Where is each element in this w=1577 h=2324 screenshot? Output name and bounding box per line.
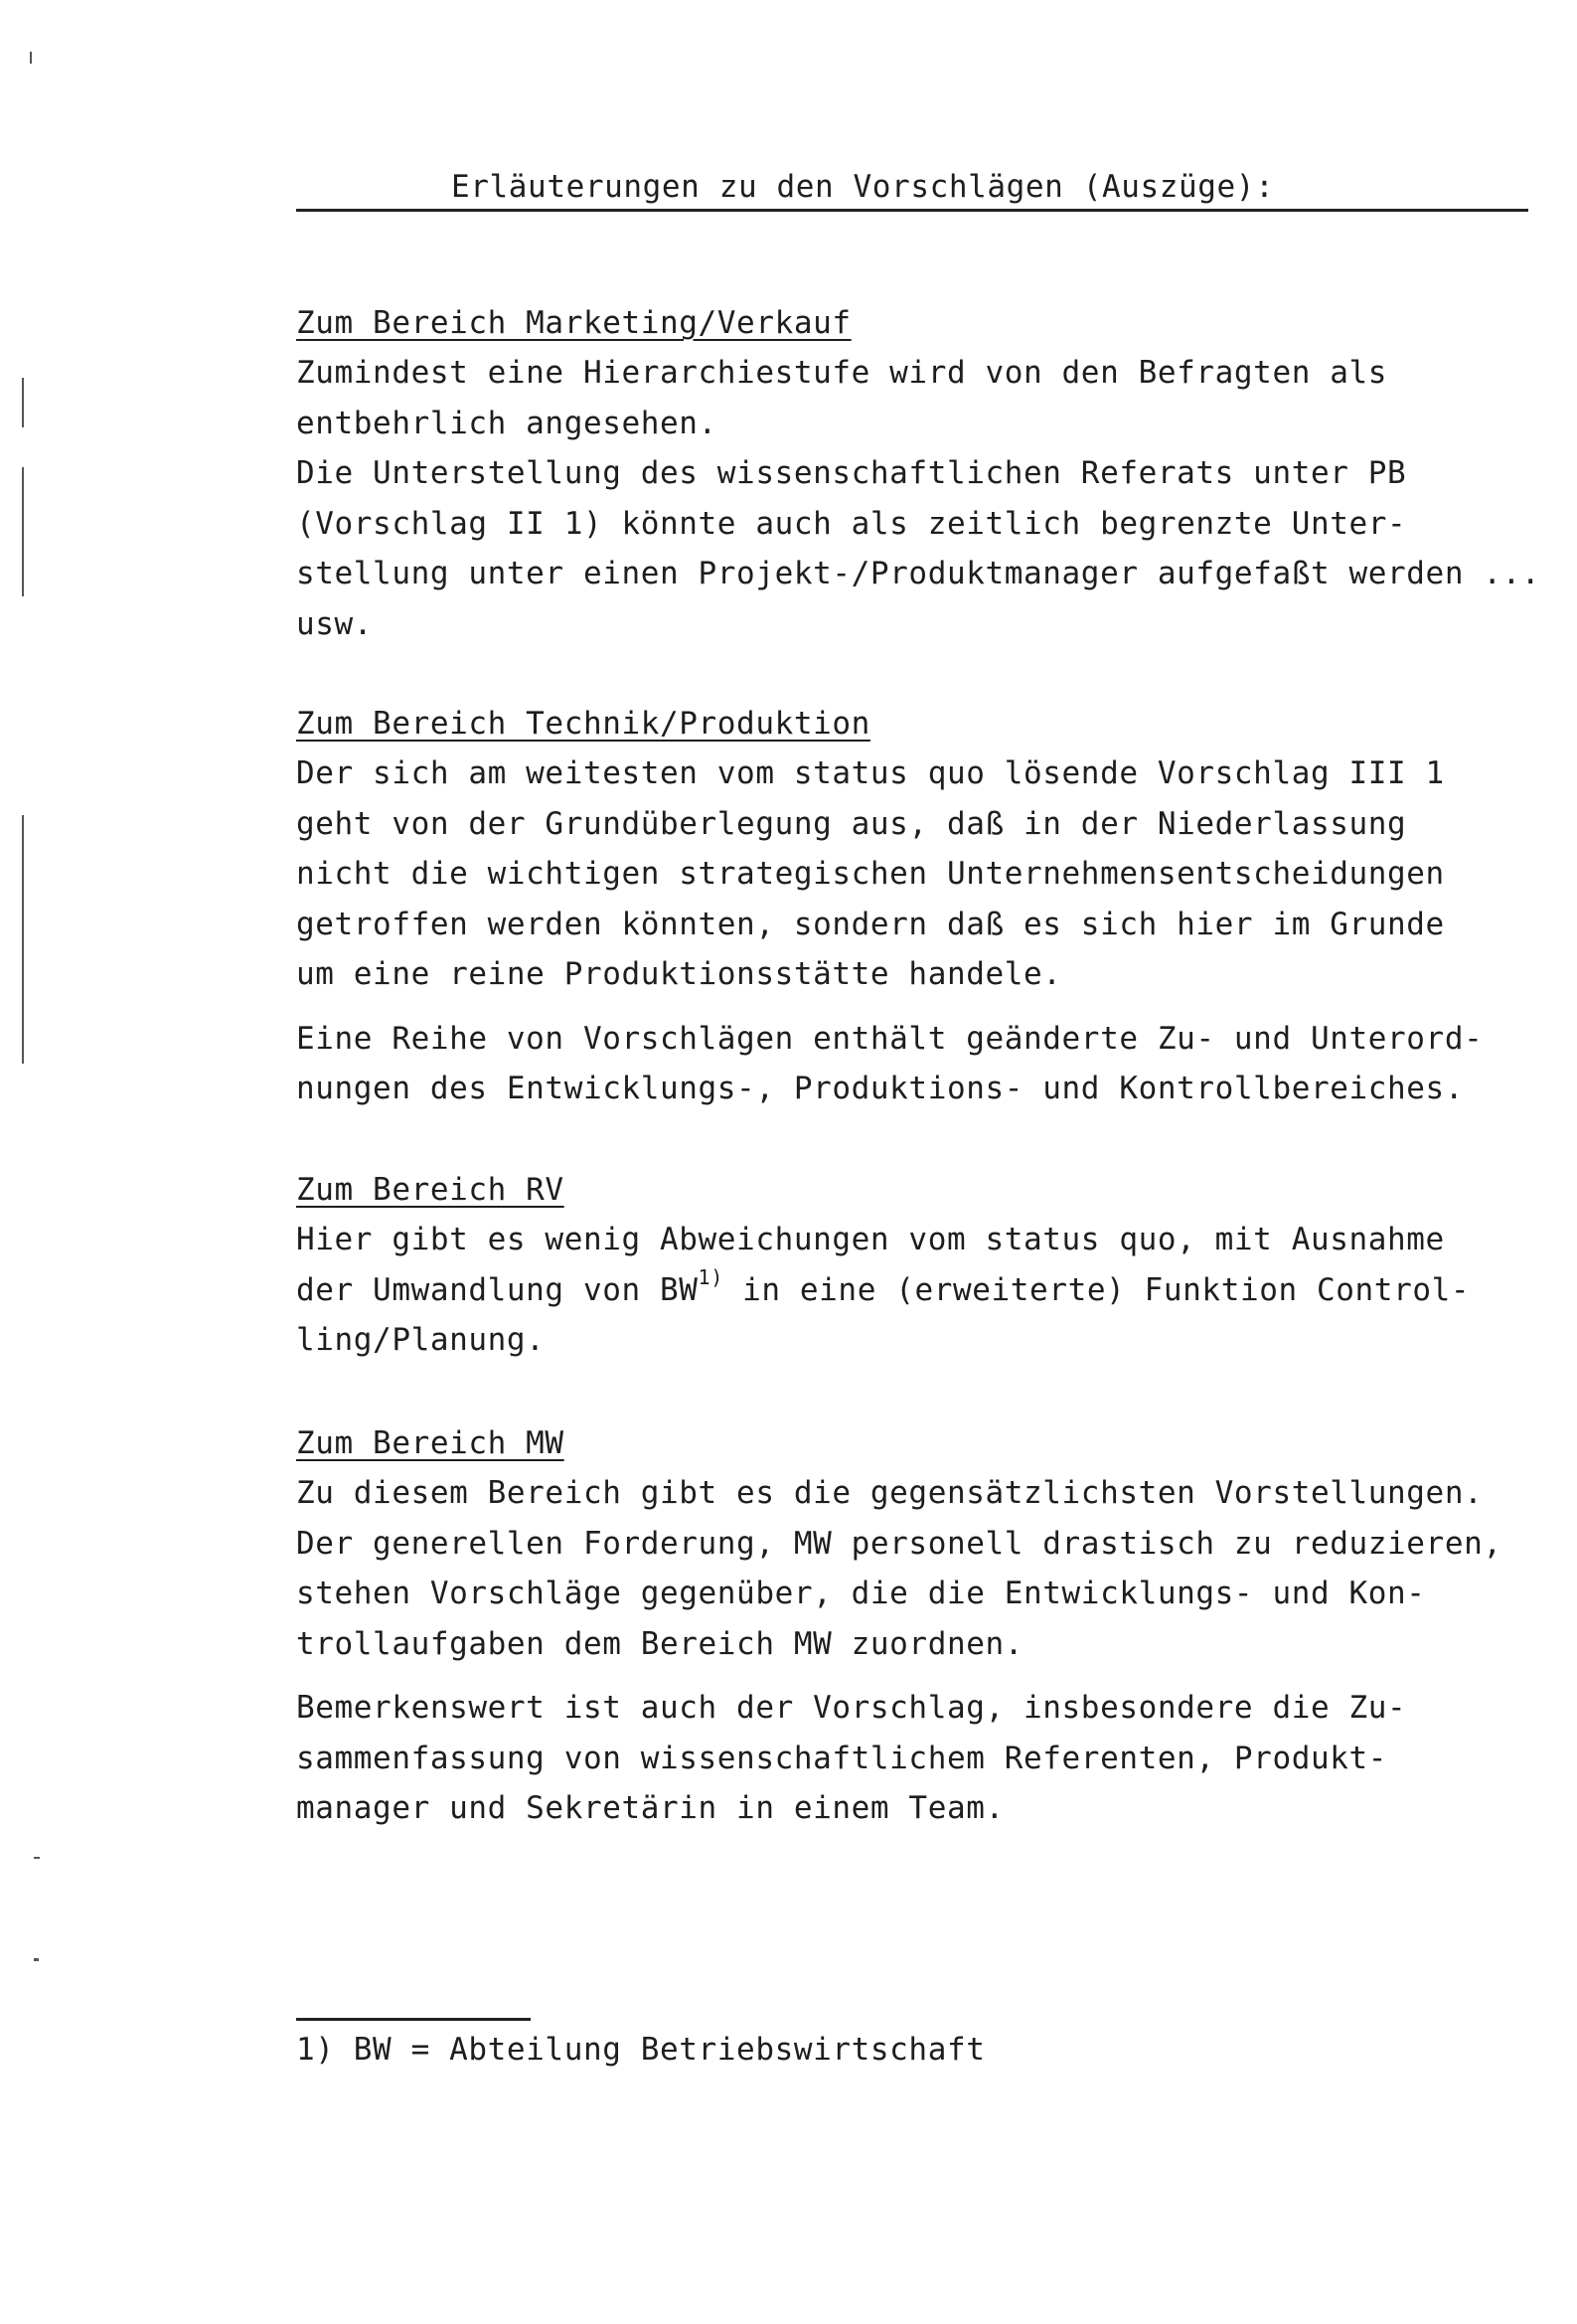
- text-line: getroffen werden könnten, sondern daß es sich hier im Grunde: [296, 906, 1445, 942]
- section-technik: [296, 699, 1558, 1114]
- footnote: 1) BW = Abteilung Betriebswirtschaft: [296, 2032, 986, 2068]
- scan-margin-mark: [34, 1857, 40, 1859]
- text-line: (Vorschlag II 1) könnte auch als zeitlich begrenzte Unter-: [296, 505, 1407, 542]
- text-line: nungen des Entwicklungs-, Produktions- und Kontrollbereiches.: [296, 1071, 1465, 1106]
- text-fragment: der Umwandlung von BW: [296, 1271, 699, 1308]
- section-mw: [296, 1418, 1558, 1834]
- text-line: nicht die wichtigen strategischen Unternehmensentscheidungen: [296, 856, 1445, 892]
- section-rv: [296, 1165, 1558, 1366]
- scan-margin-mark: [34, 1958, 39, 1961]
- text-line: trollaufgaben dem Bereich MW zuordnen.: [296, 1625, 1025, 1662]
- section-heading: Zum Bereich MW: [296, 1425, 564, 1461]
- text-line: entbehrlich angesehen.: [296, 405, 717, 441]
- text-line: Bemerkenswert ist auch der Vorschlag, insbesondere die Zu-: [296, 1690, 1407, 1726]
- text-fragment: in eine (erweiterte) Funktion Control-: [722, 1271, 1471, 1308]
- scan-margin-mark: [30, 52, 32, 64]
- section-heading: Zum Bereich Technik/Produktion: [296, 706, 870, 742]
- page-title: Erläuterungen zu den Vorschlägen (Auszüge):: [451, 169, 1275, 205]
- scan-margin-mark: [22, 467, 24, 596]
- text-line: usw.: [296, 605, 374, 642]
- text-line: Eine Reihe von Vorschlägen enthält geänderte Zu- und Unterord-: [296, 1020, 1484, 1057]
- text-line: Hier gibt es wenig Abweichungen vom status quo, mit Ausnahme: [296, 1222, 1445, 1257]
- text-line: Die Unterstellung des wissenschaftlichen Referats unter PB: [296, 455, 1407, 491]
- text-line: um eine reine Produktionsstätte handele.: [296, 956, 1062, 992]
- title-rule: [296, 165, 1528, 212]
- section-heading: Zum Bereich Marketing/Verkauf: [296, 305, 852, 341]
- scan-margin-mark: [22, 378, 24, 427]
- text-line: Der sich am weitesten vom status quo lösende Vorschlag III 1: [296, 755, 1445, 791]
- text-line: Zumindest eine Hierarchiestufe wird von den Befragten als: [296, 355, 1388, 391]
- footnote-marker: 1): [698, 1264, 723, 1289]
- text-line: stellung unter einen Projekt-/Produktmanager aufgefaßt werden ...: [296, 556, 1541, 591]
- text-line: manager und Sekretärin in einem Team.: [296, 1790, 1005, 1826]
- footnote-rule: [296, 2018, 531, 2021]
- text-line: ling/Planung.: [296, 1322, 546, 1358]
- section-marketing: [296, 298, 1558, 649]
- text-line: geht von der Grundüberlegung aus, daß in der Niederlassung: [296, 805, 1407, 842]
- text-line: Zu diesem Bereich gibt es die gegensätzlichsten Vorstellungen.: [296, 1475, 1484, 1511]
- text-line: stehen Vorschläge gegenüber, die die Entwicklungs- und Kon-: [296, 1576, 1426, 1611]
- text-line: [296, 1265, 1558, 1316]
- text-line: sammenfassung von wissenschaftlichem Referenten, Produkt-: [296, 1740, 1388, 1776]
- text-line: Der generellen Forderung, MW personell drastisch zu reduzieren,: [296, 1525, 1502, 1562]
- section-heading: Zum Bereich RV: [296, 1172, 564, 1208]
- scan-margin-mark: [22, 815, 24, 1064]
